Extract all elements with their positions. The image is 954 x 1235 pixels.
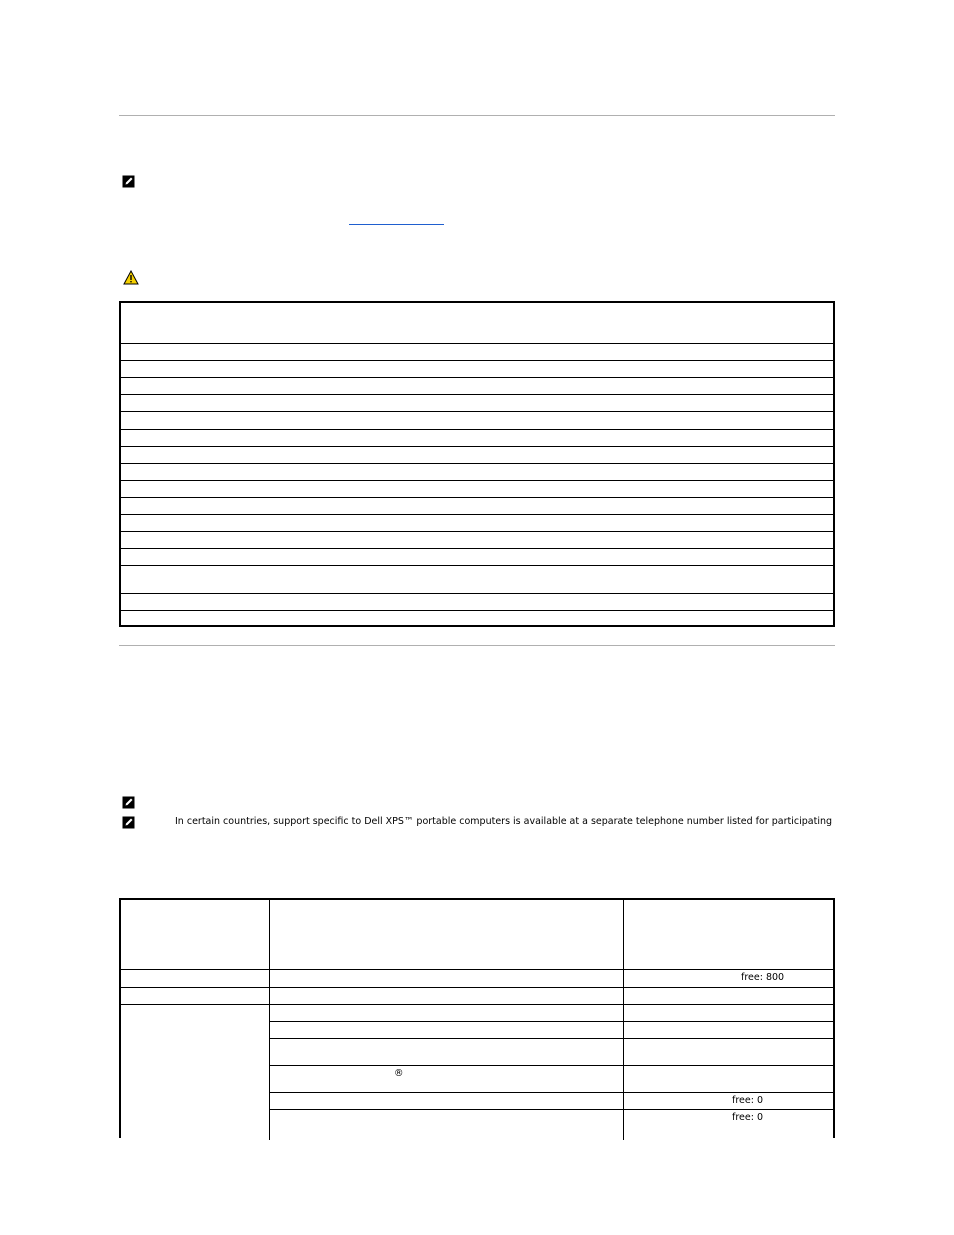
table-row	[121, 548, 833, 549]
note-pencil-icon	[122, 175, 135, 188]
table-row	[121, 343, 833, 344]
xps-support-note: In certain countries, support specific to Dell XPS™ portable computers is available at a separate telephone number listed for participating	[175, 816, 833, 827]
table-row	[121, 377, 833, 378]
table-row	[121, 411, 833, 412]
table-row	[121, 394, 833, 395]
toll-free-number: free: 0	[732, 1095, 763, 1106]
table-row	[121, 514, 833, 515]
table-row	[121, 480, 833, 481]
table-row	[121, 987, 833, 988]
table-row	[270, 1109, 833, 1110]
table-row	[121, 969, 833, 970]
note-pencil-icon	[122, 796, 135, 809]
table-row	[121, 565, 833, 566]
caution-triangle-icon	[123, 270, 139, 285]
toll-free-number: free: 0	[732, 1112, 763, 1123]
top-divider	[119, 115, 835, 116]
table-row	[121, 531, 833, 532]
specifications-table	[119, 301, 835, 627]
table-row	[121, 497, 833, 498]
support-link[interactable]	[349, 210, 444, 225]
table-row	[121, 593, 833, 594]
table-row	[121, 446, 833, 447]
table-row	[121, 610, 833, 611]
toll-free-number: free: 800	[741, 972, 785, 983]
section-divider	[119, 645, 835, 646]
note-pencil-icon	[122, 816, 135, 829]
column-divider	[623, 900, 624, 1140]
table-row	[270, 1038, 833, 1039]
table-row	[121, 1004, 833, 1005]
column-divider	[269, 900, 270, 1140]
table-row	[270, 1021, 833, 1022]
table-row	[270, 1092, 833, 1093]
registered-mark: ®	[394, 1068, 404, 1079]
contact-table	[119, 898, 835, 1138]
table-row	[121, 360, 833, 361]
table-row	[121, 463, 833, 464]
table-row	[270, 1065, 833, 1066]
table-row	[121, 429, 833, 430]
